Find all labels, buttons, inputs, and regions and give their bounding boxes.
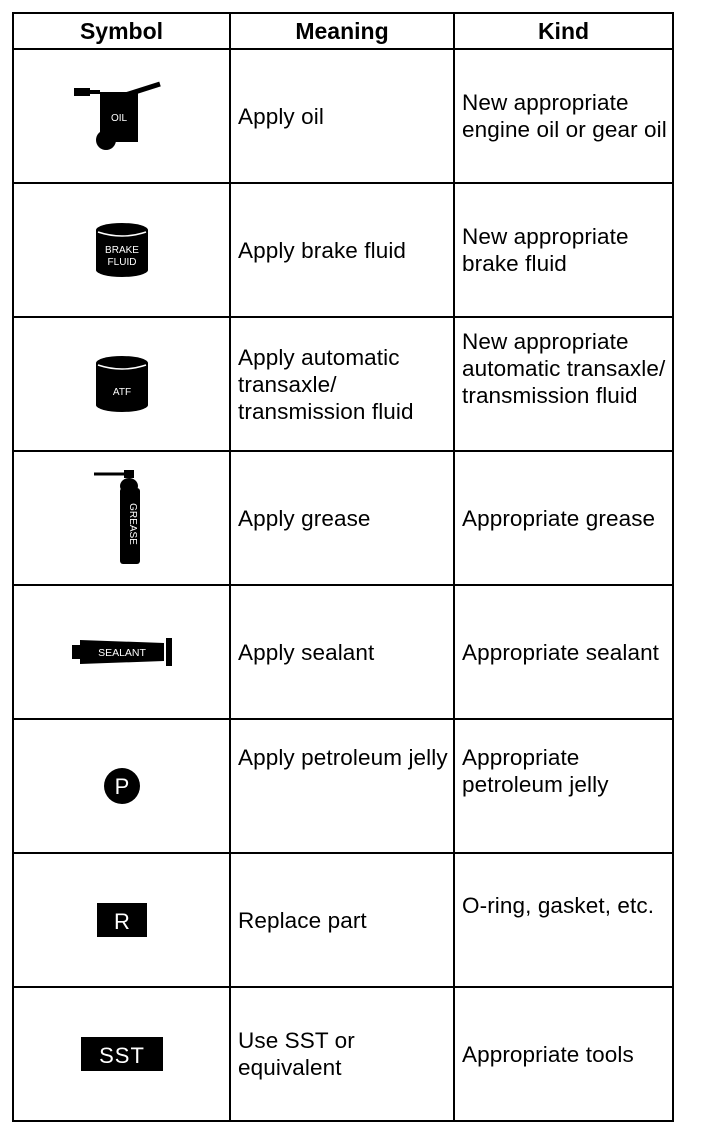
meaning-cell: Use SST or equivalent xyxy=(230,987,454,1121)
kind-cell: Appropriate petroleum jelly xyxy=(454,719,673,853)
kind-cell: O-ring, gasket, etc. xyxy=(454,853,673,987)
fluid-label: FLUID xyxy=(107,257,136,268)
table-row xyxy=(13,853,673,987)
brake-fluid-can-icon xyxy=(92,220,152,280)
symbol-cell xyxy=(13,317,230,451)
meaning-cell: Apply petroleum jelly xyxy=(230,719,454,853)
symbol-cell xyxy=(13,49,230,183)
meaning-cell: Apply automatic transaxle/ transmission fluid xyxy=(230,317,454,451)
sst-box-icon xyxy=(80,1036,164,1072)
kind-cell: Appropriate tools xyxy=(454,987,673,1121)
table-row xyxy=(13,719,673,853)
header-meaning: Meaning xyxy=(230,13,454,49)
grease-spray-can-icon xyxy=(92,466,152,570)
table-row xyxy=(13,585,673,719)
symbol-cell xyxy=(13,451,230,585)
table-row xyxy=(13,987,673,1121)
symbol-cell xyxy=(13,585,230,719)
p-label: P xyxy=(114,774,129,799)
sealant-label: SEALANT xyxy=(97,647,146,659)
meaning-cell: Apply sealant xyxy=(230,585,454,719)
symbol-legend-table xyxy=(12,12,674,1122)
sst-label: SST xyxy=(98,1043,145,1068)
header-row xyxy=(13,13,673,49)
atf-label: ATF xyxy=(112,387,131,398)
kind-cell: Appropriate sealant xyxy=(454,585,673,719)
r-label: R xyxy=(113,909,130,934)
replace-part-box-icon xyxy=(96,902,148,938)
kind-cell: Appropriate grease xyxy=(454,451,673,585)
kind-cell: New appropriate brake fluid xyxy=(454,183,673,317)
symbol-cell xyxy=(13,183,230,317)
meaning-cell: Apply brake fluid xyxy=(230,183,454,317)
sealant-tube-icon xyxy=(70,635,174,669)
atf-can-icon xyxy=(92,353,152,415)
table-row xyxy=(13,49,673,183)
symbol-cell xyxy=(13,853,230,987)
oil-can-icon xyxy=(72,78,172,154)
meaning-cell: Replace part xyxy=(230,853,454,987)
grease-label: GREASE xyxy=(126,503,138,545)
kind-cell: New appropriate automatic transaxle/ transmission fluid xyxy=(454,317,673,451)
symbol-cell xyxy=(13,719,230,853)
oil-label: OIL xyxy=(110,113,127,124)
symbol-cell xyxy=(13,987,230,1121)
petroleum-jelly-circle-icon xyxy=(102,766,142,806)
header-kind: Kind xyxy=(454,13,673,49)
header-symbol: Symbol xyxy=(13,13,230,49)
table-row xyxy=(13,183,673,317)
brake-label: BRAKE xyxy=(104,245,139,256)
meaning-cell: Apply oil xyxy=(230,49,454,183)
table-row xyxy=(13,451,673,585)
kind-cell: New appropriate engine oil or gear oil xyxy=(454,49,673,183)
meaning-cell: Apply grease xyxy=(230,451,454,585)
table-row xyxy=(13,317,673,451)
